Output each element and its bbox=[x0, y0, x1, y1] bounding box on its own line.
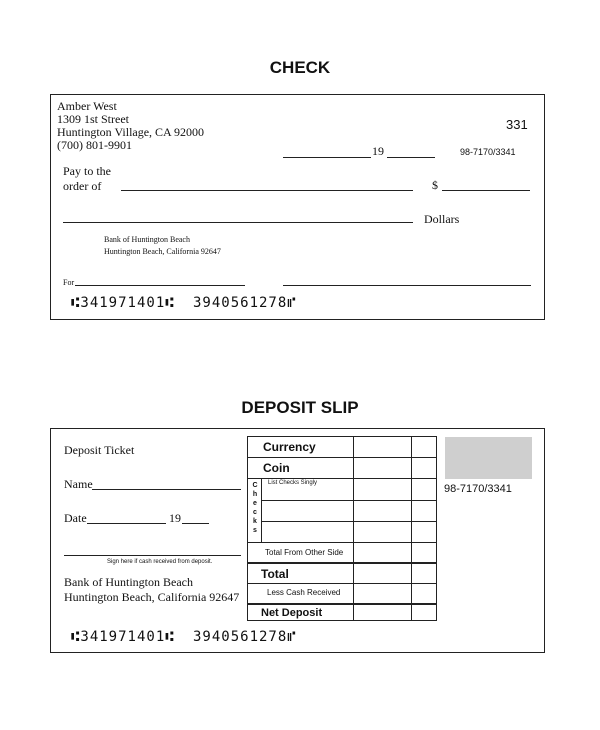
amount-words-line[interactable] bbox=[63, 222, 413, 223]
payer-phone: (700) 801-9901 bbox=[57, 138, 132, 152]
date-label: Date bbox=[64, 511, 87, 525]
dollars-label: Dollars bbox=[424, 212, 460, 226]
bank-address: Huntington Beach, California 92647 bbox=[104, 247, 221, 256]
pay-to-label: Pay to the bbox=[63, 164, 111, 178]
net-deposit-label: Net Deposit bbox=[261, 607, 323, 619]
payer-name: Amber West bbox=[57, 99, 117, 113]
deposit-routing-fraction: 98-7170/3341 bbox=[444, 483, 512, 495]
coin-label: Coin bbox=[263, 461, 290, 475]
deposit-heading: DEPOSIT SLIP bbox=[241, 398, 359, 417]
order-of-label: order of bbox=[63, 179, 102, 193]
name-label: Name bbox=[64, 477, 93, 491]
currency-label: Currency bbox=[263, 440, 316, 454]
routing-fraction: 98-7170/3341 bbox=[460, 147, 516, 157]
date-line-right[interactable] bbox=[387, 157, 435, 158]
micr-account: 3940561278⑈ bbox=[193, 295, 297, 311]
date-year-prefix: 19 bbox=[372, 144, 384, 158]
dollar-sign: $ bbox=[432, 178, 438, 192]
name-line[interactable] bbox=[92, 489, 241, 490]
list-checks-label: List Checks Singly bbox=[268, 480, 318, 486]
date-line-left[interactable] bbox=[283, 157, 371, 158]
check-heading: CHECK bbox=[269, 58, 331, 77]
deposit-date-line-left[interactable] bbox=[87, 523, 166, 524]
memo-label: For bbox=[63, 278, 75, 287]
check-form bbox=[50, 94, 545, 320]
amount-line[interactable] bbox=[442, 190, 530, 191]
memo-line[interactable] bbox=[75, 285, 245, 286]
micr-routing: ⑆341971401⑆ bbox=[71, 295, 175, 311]
deposit-bank-address: Huntington Beach, California 92647 bbox=[64, 590, 240, 604]
less-cash-label: Less Cash Received bbox=[267, 588, 341, 597]
checks-vertical-label: C h e c k s bbox=[252, 482, 258, 534]
total-label: Total bbox=[261, 567, 289, 581]
payer-city: Huntington Village, CA 92000 bbox=[57, 125, 205, 139]
check-number: 331 bbox=[506, 117, 528, 132]
deposit-bank-name: Bank of Huntington Beach bbox=[64, 575, 193, 589]
gray-stamp-area bbox=[445, 437, 532, 479]
bank-name: Bank of Huntington Beach bbox=[104, 235, 190, 244]
deposit-signature-line[interactable] bbox=[64, 555, 241, 556]
deposit-amount-table bbox=[247, 436, 437, 621]
deposit-ticket-label: Deposit Ticket bbox=[64, 443, 135, 457]
deposit-micr-routing: ⑆341971401⑆ bbox=[71, 629, 175, 645]
sign-note: Sign here if cash received from deposit. bbox=[107, 559, 213, 565]
payee-line[interactable] bbox=[121, 190, 413, 191]
signature-line[interactable] bbox=[283, 285, 531, 286]
deposit-date-year: 19 bbox=[169, 511, 181, 525]
payer-street: 1309 1st Street bbox=[57, 112, 129, 126]
deposit-form bbox=[50, 428, 545, 653]
deposit-micr-account: 3940561278⑈ bbox=[193, 629, 297, 645]
deposit-date-line-right[interactable] bbox=[182, 523, 209, 524]
total-other-side-label: Total From Other Side bbox=[265, 548, 344, 557]
